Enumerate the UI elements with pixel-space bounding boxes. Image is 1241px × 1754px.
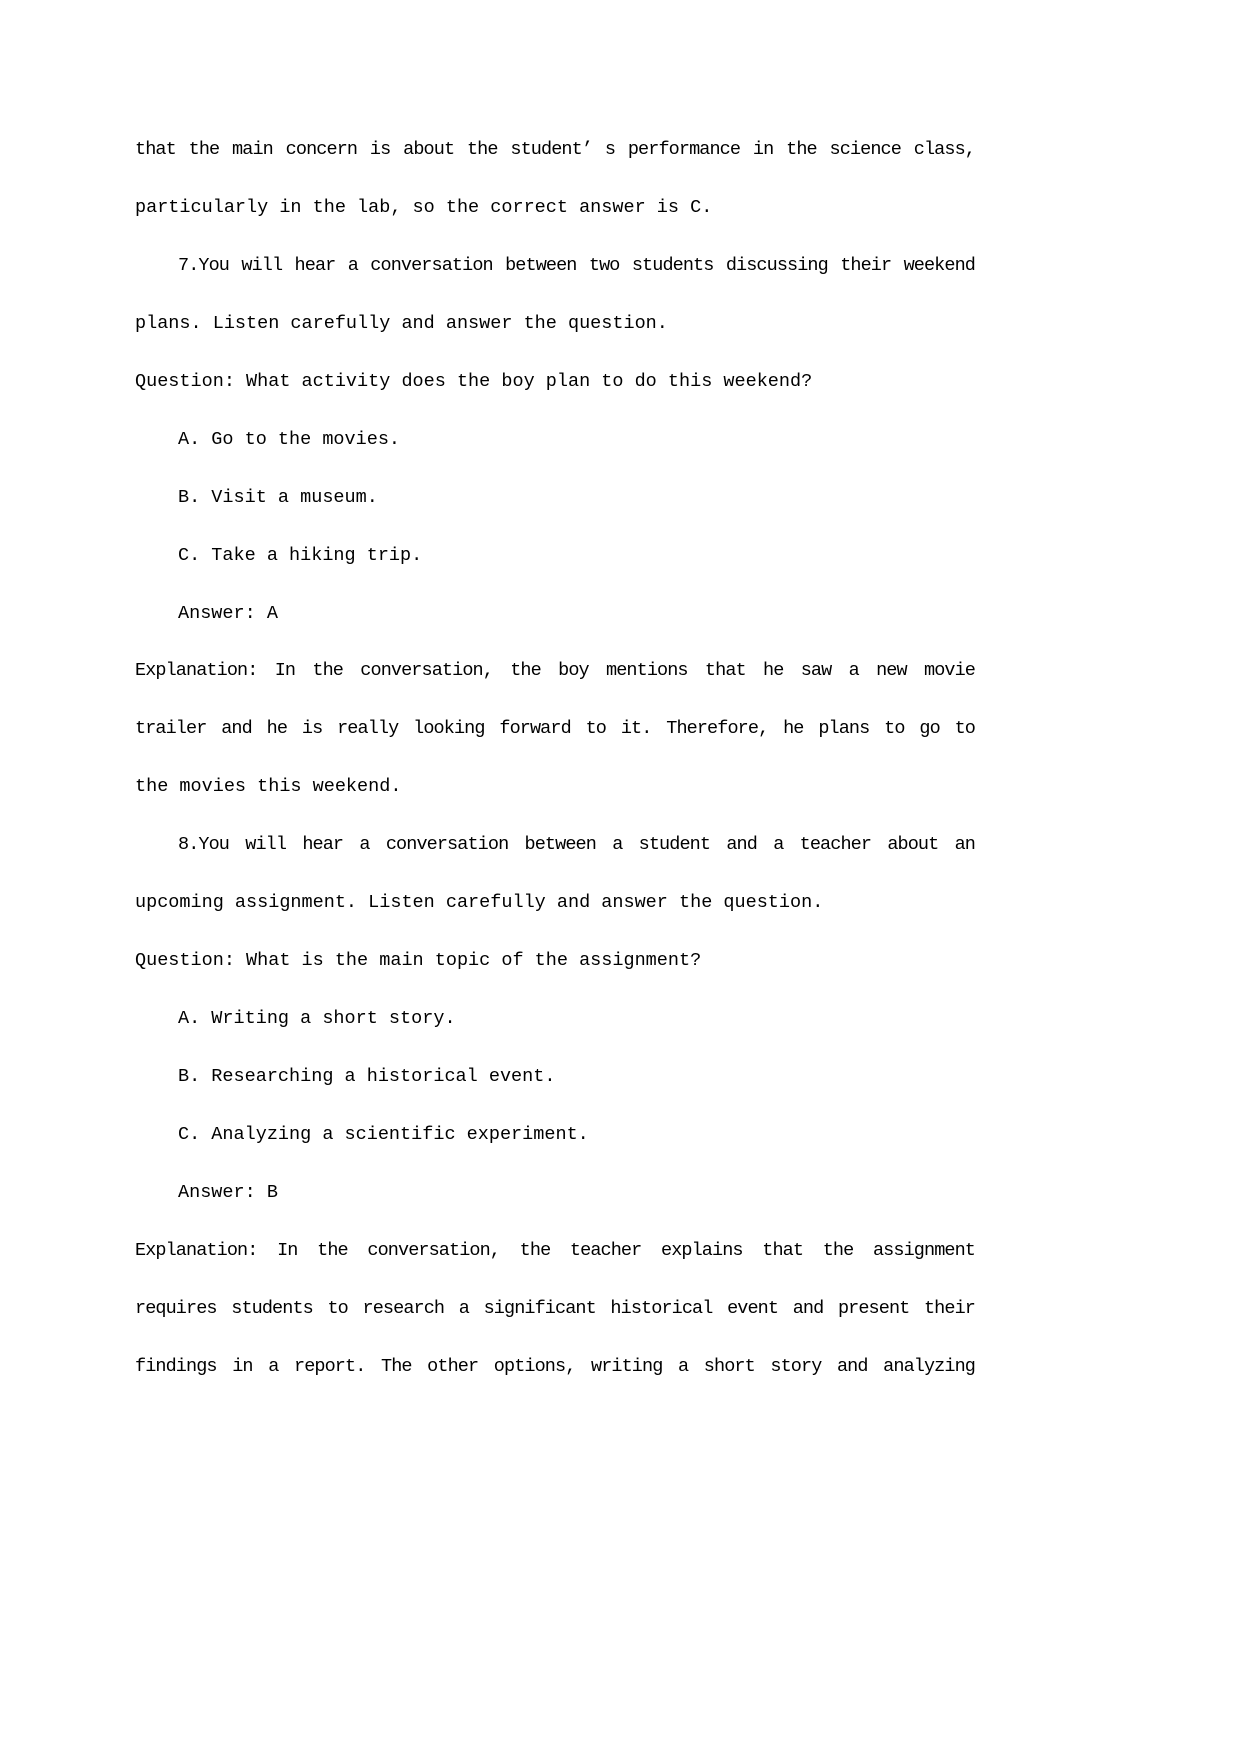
- question-7-prompt-line: 7.You will hear a conversation between two students discussing their weekend: [178, 254, 975, 276]
- question-8-option-a: A. Writing a short story.: [178, 1008, 456, 1030]
- question-8-option-b: B. Researching a historical event.: [178, 1066, 556, 1087]
- document-body: [135, 121, 975, 1396]
- question-8-explanation-line: Explanation: In the conversation, the teacher explains that the assignment: [135, 1239, 975, 1261]
- continuation-line: particularly in the lab, so the correct answer is C.: [135, 196, 713, 218]
- question-7-option-c: C. Take a hiking trip.: [178, 544, 423, 566]
- question-7-answer: Answer: A: [178, 602, 278, 624]
- question-7-explanation-line: trailer and he is really looking forward to it. Therefore, he plans to go to: [135, 718, 975, 740]
- question-8-prompt-line: upcoming assignment. Listen carefully and answer the question.: [135, 892, 824, 914]
- question-8-option-c: C. Analyzing a scientific experiment.: [178, 1123, 589, 1145]
- question-7-explanation-line: Explanation: In the conversation, the boy mentions that he saw a new movie: [135, 660, 975, 682]
- question-8-explanation-line: findings in a report. The other options, writing a short story and analyzing: [135, 1355, 975, 1377]
- question-7-option-a: A. Go to the movies.: [178, 428, 401, 450]
- question-7-prompt-line: plans. Listen carefully and answer the question.: [135, 312, 668, 334]
- question-8-prompt-line: 8.You will hear a conversation between a student and a teacher about an: [178, 834, 975, 856]
- question-7-explanation-line: the movies this weekend.: [135, 776, 402, 798]
- question-7-option-b: B. Visit a museum.: [178, 486, 378, 508]
- question-7-question: Question: What activity does the boy plan to do this weekend?: [135, 370, 813, 392]
- question-8-question: Question: What is the main topic of the assignment?: [135, 950, 702, 972]
- question-8-explanation-line: requires students to research a significant historical event and present their: [135, 1297, 975, 1319]
- question-8-answer: Answer: B: [178, 1181, 278, 1203]
- continuation-line: that the main concern is about the student’ s performance in the science class,: [135, 139, 975, 160]
